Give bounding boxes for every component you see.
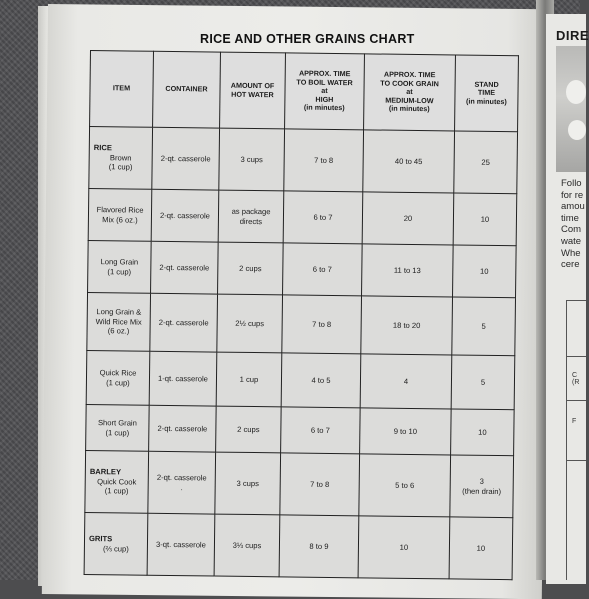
table-row (87, 292, 516, 355)
facing-page-table (566, 300, 587, 580)
water-cell: 1 cup (216, 352, 282, 407)
cook-time-cell: 18 to 20 (361, 296, 453, 355)
cook-time-cell: 10 (358, 516, 450, 579)
water-cell: 3 cups (215, 452, 281, 515)
facing-page-photo (556, 46, 586, 172)
water-cell: 2 cups (216, 406, 282, 453)
facing-table-rule (566, 400, 586, 401)
item-cell (85, 450, 149, 513)
item-cell: Long Grain & Wild Rice Mix (6 oz.) (87, 292, 151, 351)
table-row (88, 188, 517, 245)
boil-time-cell: 6 to 7 (283, 243, 363, 296)
category-label: GRITS (88, 534, 113, 544)
item-label: Quick Cook (1 cup) (97, 476, 137, 496)
boil-time-cell: 7 to 8 (282, 295, 362, 354)
facing-table-cell: C (R (572, 372, 580, 386)
container-cell: 2-qt. casserole (151, 189, 219, 242)
photo-highlight (566, 80, 586, 104)
facing-table-rule (566, 300, 586, 301)
item-label: Brown (1 cup) (108, 153, 133, 172)
table-row (86, 404, 515, 455)
item-cell (84, 512, 148, 575)
stand-time-cell: 25 (454, 131, 518, 194)
header-water: AMOUNT OF HOT WATER (220, 52, 286, 129)
table-row (89, 127, 518, 194)
stand-time-cell: 10 (451, 409, 515, 456)
item-cell: Quick Rice (1 cup) (86, 350, 150, 405)
cook-time-cell: 11 to 13 (362, 244, 454, 297)
boil-time-cell: 8 to 9 (279, 515, 359, 578)
facing-table-rule (566, 356, 586, 357)
facing-page-title: DIRE (556, 28, 589, 43)
cook-time-cell: 9 to 10 (360, 408, 452, 455)
facing-page-text: Follo for re amou time Com wate Whe cere (561, 178, 585, 271)
container-cell: 1-qt. casserole (149, 351, 217, 406)
photo-highlight (568, 120, 586, 140)
cook-time-cell: 40 to 45 (363, 130, 455, 193)
boil-time-cell: 6 to 7 (281, 407, 361, 454)
boil-time-cell: 7 to 8 (280, 453, 360, 516)
header-item: ITEM (90, 51, 154, 128)
cook-time-cell: 4 (360, 354, 452, 409)
container-cell: 3-qt. casserole (147, 513, 215, 576)
category-label: BARLEY (89, 467, 122, 477)
header-cook-time: APPROX. TIME TO COOK GRAIN at MEDIUM-LOW (in minutes) (364, 54, 456, 131)
cook-time-cell: 5 to 6 (359, 454, 451, 517)
water-cell: 3 cups (219, 128, 285, 191)
boil-time-cell: 4 to 5 (281, 353, 361, 408)
cook-time-cell: 20 (362, 192, 454, 245)
header-stand-time: STAND TIME (in minutes) (455, 55, 519, 132)
header-container: CONTAINER (153, 51, 221, 128)
stand-time-cell: 10 (449, 517, 513, 580)
item-cell: Flavored Rice Mix (6 oz.) (88, 188, 152, 241)
container-cell: 2-qt. casserole (150, 293, 218, 352)
stand-time-cell: 3 (then drain) (450, 455, 514, 518)
item-cell: Short Grain (1 cup) (86, 404, 150, 451)
item-label: (⅔ cup) (102, 543, 129, 554)
facing-table-rule (566, 460, 586, 461)
grains-table (84, 50, 519, 580)
water-cell: 2½ cups (217, 294, 283, 353)
container-cell: 2-qt. casserole (152, 127, 220, 190)
boil-time-cell: 6 to 7 (283, 191, 363, 244)
water-cell: 2 cups (218, 242, 284, 295)
table-row (85, 450, 514, 517)
stand-time-cell: 10 (453, 245, 517, 298)
container-cell: 2-qt. casserole (151, 241, 219, 294)
stand-time-cell: 5 (452, 297, 516, 356)
water-cell: as package directs (218, 190, 284, 243)
facing-table-cell: F (572, 418, 577, 425)
water-cell: 3⅓ cups (214, 514, 280, 577)
chart-title: RICE AND OTHER GRAINS CHART (200, 32, 415, 46)
header-boil-time: APPROX. TIME TO BOIL WATER at HIGH (in minutes) (285, 53, 365, 130)
item-cell: Long Grain (1 cup) (88, 240, 152, 293)
container-cell: 2-qt. casserole . (148, 451, 216, 514)
table-row (86, 350, 515, 409)
table-row (84, 512, 513, 579)
table-row (88, 240, 517, 297)
boil-time-cell: 7 to 8 (284, 129, 364, 192)
stand-time-cell: 10 (453, 193, 517, 246)
container-cell: 2-qt. casserole (149, 405, 217, 452)
table-header-row (90, 51, 519, 132)
category-label: RICE (93, 143, 113, 153)
item-cell (89, 127, 153, 190)
stand-time-cell: 5 (451, 355, 515, 410)
